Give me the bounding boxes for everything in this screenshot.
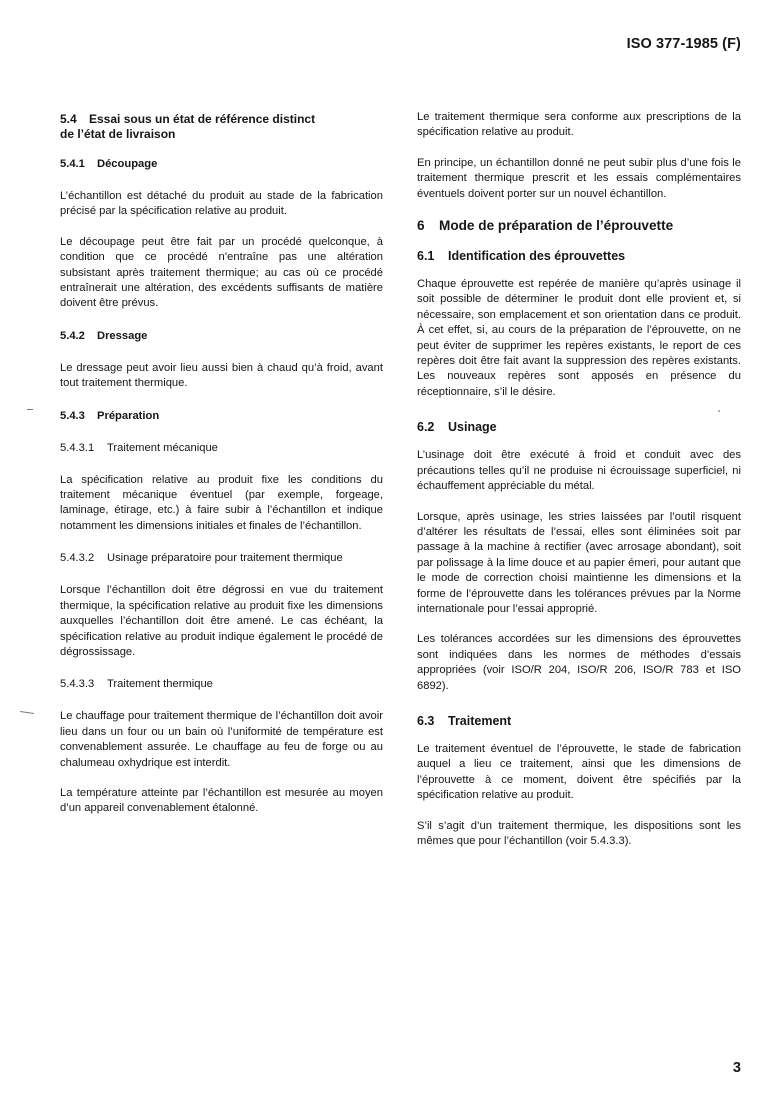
paragraph: En principe, un échantillon donné ne peut subir plus d’une fois le traitement thermique prescrit et les essais complémentaires éventuels doivent porter sur un nouvel échantillon. [417, 156, 741, 200]
paragraph: Le traitement éventuel de l’éprouvette, le stade de fabrication auquel a lieu ce traitement, ainsi que les dimensions de l’éprouvette à ce moment, doivent être spécifiés par la spécification relative au produit. [417, 742, 741, 802]
heading-6-1: 6.1 Identification des éprouvettes [417, 249, 626, 264]
paragraph: L’usinage doit être exécuté à froid et conduit avec des précautions telles qu’il ne produise ni écrouissage superficiel, ni échauffement appréciable du métal. [417, 449, 741, 493]
paragraph: La spécification relative au produit fixe les conditions du traitement mécanique éventuel (par exemple, forgeage, laminage, étirage, etc.) à faire subir à l’échantillon et indique notamment les dimensions initiales et finales de l’échantillon. [60, 473, 383, 532]
right-column [417, 110, 741, 864]
heading-6-2: 6.2 Usinage [417, 420, 497, 435]
heading-6-3: 6.3 Traitement [417, 713, 512, 728]
heading-5-4-2: 5.4.2 Dressage [60, 329, 148, 342]
paragraph: Lorsque, après usinage, les stries laissées par l’outil risquent d’altérer les résultats de l’essai, elles sont éliminées soit par passage à la machine à rectifier (avec arrosage abondant), soit par polissage à la lime douce et au papier émeri, pour autant que le mode de correction choisi maintienne les dimensions et la forme de l’éprouvette dans les tolérances prévues par la Norme internationale pour l’essai approprié. [417, 510, 741, 615]
heading-5-4-line1: Essai sous un état de référence distinct [89, 112, 316, 126]
paragraph: L’échantillon est détaché du produit au stade de la fabrication précisé par la spécification relative au produit. [60, 190, 383, 218]
scan-speck [718, 410, 720, 412]
heading-5-4-3: 5.4.3 Préparation [60, 409, 160, 422]
paragraph: Le découpage peut être fait par un procédé quelconque, à condition que ce procédé n’entraîne pas une altération subsistant après traitement thermique; au cas où ce procédé entraînerait une altération, des excédents suffisants de matière doivent être prévus. [60, 235, 383, 310]
paragraph: Lorsque l’échantillon doit être dégrossi en vue du traitement thermique, la spécification relative au produit fixe les dimensions auxquelles l’échantillon doit être amené. Le cas échéant, la spécification relative au produit indique également le procédé de dégrossissage. [60, 584, 383, 658]
heading-5-4-3-2: 5.4.3.2 Usinage préparatoire pour traitement thermique [60, 552, 343, 565]
heading-5-4: 5.4 Essai sous un état de référence distinct de l’état de livraison [60, 112, 383, 142]
page-number: 3 [732, 1060, 741, 1076]
heading-5-4-3-1: 5.4.3.1 Traitement mécanique [60, 441, 218, 454]
heading-6: 6 Mode de préparation de l’éprouvette [417, 218, 674, 234]
heading-5-4-line2: de l’état de livraison [60, 127, 176, 141]
scan-mark [27, 409, 33, 410]
heading-5-4-1: 5.4.1 Découpage [60, 158, 158, 170]
heading-5-4-3-3: 5.4.3.3 Traitement thermique [60, 678, 213, 691]
paragraph: Le dressage peut avoir lieu aussi bien à chaud qu’à froid, avant tout traitement thermique. [60, 361, 383, 390]
paragraph: S’il s’agit d’un traitement thermique, les dispositions sont les mêmes que pour l’échantillon (voir 5.4.3.3). [417, 819, 741, 847]
standard-reference: ISO 377-1985 (F) [626, 36, 741, 52]
scan-mark [20, 711, 34, 714]
paragraph: Les tolérances accordées sur les dimensions des éprouvettes sont indiquées dans les normes de méthodes d’essais appropriées (voir ISO/R 204, ISO/R 206, ISO/R 783 et ISO 6892). [417, 633, 741, 692]
paragraph: La température atteinte par l’échantillon est mesurée au moyen d’un appareil convenablement étalonné. [60, 786, 383, 815]
paragraph: Le traitement thermique sera conforme aux prescriptions de la spécification relative au produit. [417, 111, 741, 139]
paragraph: Le chauffage pour traitement thermique de l’échantillon doit avoir lieu dans un four ou un bain où l’uniformité de température est convenablement assurée. Le chauffage au feu de forge ou au chalumeau oxhydrique est interdit. [60, 710, 383, 769]
left-column [60, 112, 383, 832]
paragraph: Chaque éprouvette est repérée de manière qu’après usinage il soit possible de déterminer le produit dont elle provient et, si nécessaire, son emplacement et son orientation dans ce produit. À cet effet, si, au cours de la préparation de l’éprouvette, on ne peut éviter de supprimer les repères existants, le report de ces repères doit être fait avant la suppression des repères existants. Les nouveaux repères sont apposés en présence du réceptionnaire, s’il le désire. [417, 278, 741, 398]
